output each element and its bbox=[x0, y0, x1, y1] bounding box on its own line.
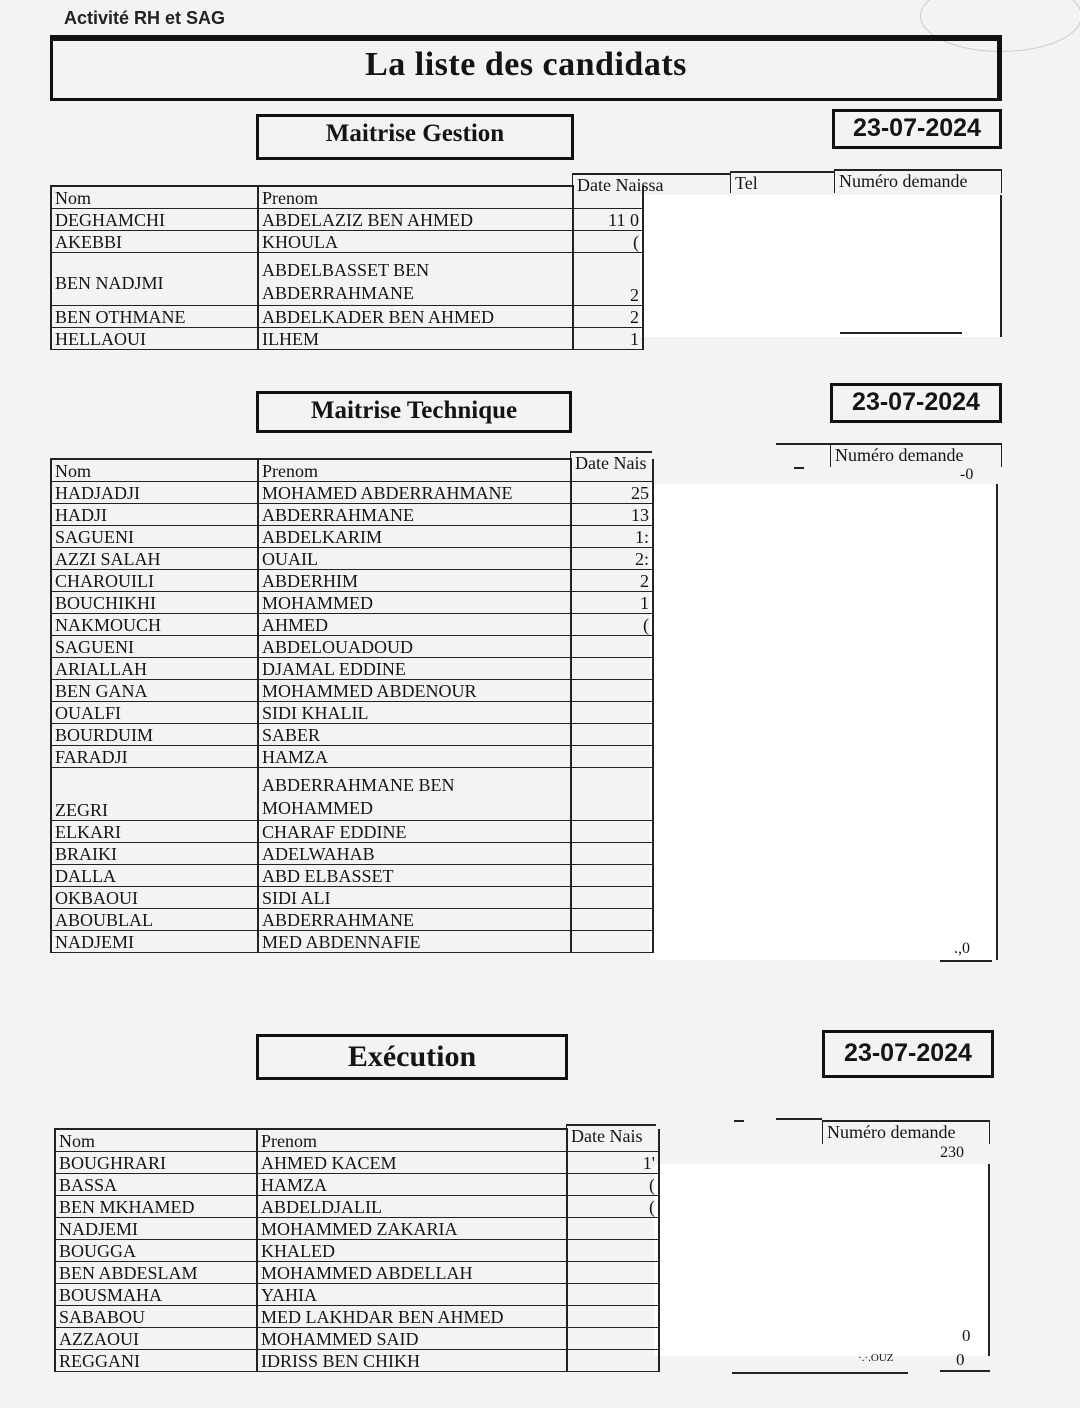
table-row bbox=[51, 570, 653, 592]
cell-nom: ELKARI bbox=[51, 821, 258, 843]
col-header-numero: Numéro demande bbox=[834, 169, 1002, 193]
rule-line bbox=[776, 443, 830, 445]
cell-nom: DEGHAMCHI bbox=[51, 209, 258, 231]
table-row bbox=[51, 504, 653, 526]
cell-date bbox=[571, 821, 653, 843]
table-row bbox=[55, 1328, 659, 1350]
cell-nom: BOUGGA bbox=[55, 1240, 257, 1262]
redacted-area bbox=[654, 1164, 990, 1356]
cell-nom: BEN OTHMANE bbox=[51, 306, 258, 328]
col-header-tel: Tel bbox=[730, 171, 834, 193]
cell-date bbox=[571, 909, 653, 931]
cell-prenom: AHMED KACEM bbox=[257, 1152, 567, 1174]
cell-prenom: MOHAMMED ZAKARIA bbox=[257, 1218, 567, 1240]
cell-date bbox=[571, 724, 653, 746]
rule-line bbox=[840, 332, 962, 334]
table-row bbox=[55, 1284, 659, 1306]
rule-line bbox=[732, 1372, 908, 1374]
table-row bbox=[51, 636, 653, 658]
header-nom: Nom bbox=[51, 186, 258, 209]
cell-nom: SABABOU bbox=[55, 1306, 257, 1328]
cell-prenom: ABDERRAHMANE BEN MOHAMMED bbox=[258, 768, 571, 821]
cell-nom: FARADJI bbox=[51, 746, 258, 768]
rule-line bbox=[734, 1120, 744, 1122]
table-technique bbox=[50, 458, 654, 953]
cell-prenom: ABD ELBASSET bbox=[258, 865, 571, 887]
table-row bbox=[51, 548, 653, 570]
table-row bbox=[51, 865, 653, 887]
cell-prenom: MED LAKHDAR BEN AHMED bbox=[257, 1306, 567, 1328]
cell-date: 1: bbox=[571, 526, 653, 548]
table-row bbox=[55, 1129, 659, 1152]
cell-prenom: MOHAMMED SAID bbox=[257, 1328, 567, 1350]
cell-prenom: ABDELKARIM bbox=[258, 526, 571, 548]
cell-prenom: MOHAMMED bbox=[258, 592, 571, 614]
col-header-numero: Numéro demande bbox=[830, 443, 1002, 467]
cell-date: ( bbox=[573, 231, 643, 253]
cell-nom: OUALFI bbox=[51, 702, 258, 724]
cell-date: 1 bbox=[571, 592, 653, 614]
table-row bbox=[55, 1152, 659, 1174]
section-title-execution: Exécution bbox=[256, 1034, 568, 1080]
table-row bbox=[51, 909, 653, 931]
numero-fragment: 0 bbox=[956, 1350, 965, 1369]
cell-date: 13 bbox=[571, 504, 653, 526]
cell-prenom: MOHAMMED ABDENOUR bbox=[258, 680, 571, 702]
cell-nom: CHAROUILI bbox=[51, 570, 258, 592]
cell-prenom: ABDELOUADOUD bbox=[258, 636, 571, 658]
cell-prenom: MOHAMED ABDERRAHMANE bbox=[258, 482, 571, 504]
table-row bbox=[55, 1174, 659, 1196]
cell-nom: BOUCHIKHI bbox=[51, 592, 258, 614]
cell-nom: BEN MKHAMED bbox=[55, 1196, 257, 1218]
section-title-technique: Maitrise Technique bbox=[256, 391, 572, 433]
table-row bbox=[51, 702, 653, 724]
cell-date: 2: bbox=[571, 548, 653, 570]
cell-date bbox=[571, 746, 653, 768]
cell-nom: NADJEMI bbox=[55, 1218, 257, 1240]
cell-date bbox=[571, 658, 653, 680]
section-date-gestion: 23-07-2024 bbox=[832, 109, 1002, 149]
table-row bbox=[51, 209, 643, 231]
rule-line bbox=[940, 960, 992, 962]
cell-nom: AZZI SALAH bbox=[51, 548, 258, 570]
header-nom: Nom bbox=[51, 459, 258, 482]
activity-label: Activité RH et SAG bbox=[64, 8, 226, 28]
cell-prenom: KHOULA bbox=[258, 231, 573, 253]
numero-fragment: 0 bbox=[962, 1326, 971, 1345]
numero-fragment: 230 bbox=[940, 1144, 964, 1161]
table-row bbox=[55, 1196, 659, 1218]
cell-prenom: SIDI ALI bbox=[258, 887, 571, 909]
cell-prenom: YAHIA bbox=[257, 1284, 567, 1306]
table-row bbox=[55, 1306, 659, 1328]
table-row bbox=[51, 843, 653, 865]
cell-date bbox=[571, 931, 653, 953]
cell-nom: SAGUENI bbox=[51, 636, 258, 658]
cell-date bbox=[567, 1328, 659, 1350]
table-row bbox=[51, 680, 653, 702]
table-row bbox=[51, 482, 653, 504]
cell-date: 2 bbox=[573, 306, 643, 328]
cell-date bbox=[571, 636, 653, 658]
rule-line bbox=[776, 1118, 822, 1120]
page-title: La liste des candidats bbox=[365, 46, 687, 83]
rule-line bbox=[794, 467, 804, 469]
section-title-gestion: Maitrise Gestion bbox=[256, 114, 574, 160]
table-row bbox=[51, 887, 653, 909]
header-prenom: Prenom bbox=[258, 186, 573, 209]
numero-fragment: .,0 bbox=[954, 940, 970, 957]
cell-prenom: ABDERRAHMANE bbox=[258, 909, 571, 931]
cell-date: 2 bbox=[573, 253, 643, 306]
table-row bbox=[51, 186, 643, 209]
cell-prenom: CHARAF EDDINE bbox=[258, 821, 571, 843]
cell-nom: AKEBBI bbox=[51, 231, 258, 253]
table-row bbox=[51, 821, 653, 843]
cell-date: 1' bbox=[567, 1152, 659, 1174]
cell-date bbox=[567, 1218, 659, 1240]
cell-prenom: ADELWAHAB bbox=[258, 843, 571, 865]
header-nom: Nom bbox=[55, 1129, 257, 1152]
cell-date bbox=[567, 1240, 659, 1262]
header-prenom: Prenom bbox=[258, 459, 571, 482]
cell-date bbox=[571, 865, 653, 887]
col-header-date: Date Nais bbox=[566, 1124, 656, 1146]
cell-nom: ABOUBLAL bbox=[51, 909, 258, 931]
cell-prenom: ILHEM bbox=[258, 328, 573, 350]
cell-nom: BASSA bbox=[55, 1174, 257, 1196]
cell-prenom: KHALED bbox=[257, 1240, 567, 1262]
col-header-date: Date Nais bbox=[570, 451, 652, 473]
table-row bbox=[51, 592, 653, 614]
header-prenom: Prenom bbox=[257, 1129, 567, 1152]
rule-line bbox=[940, 1370, 990, 1372]
cell-prenom: HAMZA bbox=[257, 1174, 567, 1196]
cell-nom: ARIALLAH bbox=[51, 658, 258, 680]
table-row bbox=[55, 1350, 659, 1372]
cell-prenom: IDRISS BEN CHIKH bbox=[257, 1350, 567, 1372]
table-row bbox=[51, 768, 653, 821]
numero-fragment: ·.·.OUZ bbox=[858, 1352, 894, 1364]
cell-date: 11 0 bbox=[573, 209, 643, 231]
table-row bbox=[55, 1262, 659, 1284]
cell-nom: OKBAOUI bbox=[51, 887, 258, 909]
cell-prenom: SABER bbox=[258, 724, 571, 746]
title-box bbox=[50, 35, 1002, 101]
cell-date bbox=[571, 768, 653, 821]
cell-prenom: ABDELBASSET BEN ABDERRAHMANE bbox=[258, 253, 573, 306]
section-date-technique: 23-07-2024 bbox=[830, 383, 1002, 423]
cell-nom: BOUGHRARI bbox=[55, 1152, 257, 1174]
table-row bbox=[51, 328, 643, 350]
cell-nom: BEN NADJMI bbox=[51, 253, 258, 306]
cell-prenom: DJAMAL EDDINE bbox=[258, 658, 571, 680]
col-header-date: Date Naissa bbox=[572, 173, 730, 195]
cell-date: 25 bbox=[571, 482, 653, 504]
cell-nom: ZEGRI bbox=[51, 768, 258, 821]
table-row bbox=[51, 253, 643, 306]
cell-date bbox=[571, 843, 653, 865]
redacted-area bbox=[640, 195, 1002, 337]
cell-nom: REGGANI bbox=[55, 1350, 257, 1372]
cell-nom: BEN ABDESLAM bbox=[55, 1262, 257, 1284]
table-row bbox=[51, 306, 643, 328]
table-row bbox=[55, 1218, 659, 1240]
cell-date bbox=[567, 1284, 659, 1306]
cell-date bbox=[571, 702, 653, 724]
cell-prenom: ABDELAZIZ BEN AHMED bbox=[258, 209, 573, 231]
cell-date bbox=[571, 887, 653, 909]
cell-nom: BEN GANA bbox=[51, 680, 258, 702]
table-row bbox=[51, 526, 653, 548]
table-row bbox=[51, 746, 653, 768]
table-row bbox=[51, 658, 653, 680]
cell-prenom: MOHAMMED ABDELLAH bbox=[257, 1262, 567, 1284]
cell-date: ( bbox=[567, 1196, 659, 1218]
cell-date bbox=[567, 1262, 659, 1284]
table-execution bbox=[54, 1128, 660, 1372]
section-date-execution: 23-07-2024 bbox=[822, 1030, 994, 1078]
cell-date bbox=[571, 680, 653, 702]
table-gestion bbox=[50, 185, 644, 350]
cell-prenom: HAMZA bbox=[258, 746, 571, 768]
cell-prenom: OUAIL bbox=[258, 548, 571, 570]
cell-nom: BOURDUIM bbox=[51, 724, 258, 746]
cell-prenom: ABDERRAHMANE bbox=[258, 504, 571, 526]
cell-nom: HADJADJI bbox=[51, 482, 258, 504]
redacted-area bbox=[650, 484, 998, 960]
cell-prenom: SIDI KHALIL bbox=[258, 702, 571, 724]
cell-nom: HELLAOUI bbox=[51, 328, 258, 350]
cell-date: 1 bbox=[573, 328, 643, 350]
cell-nom: BOUSMAHA bbox=[55, 1284, 257, 1306]
cell-nom: SAGUENI bbox=[51, 526, 258, 548]
cell-date bbox=[567, 1306, 659, 1328]
table-row bbox=[55, 1240, 659, 1262]
table-row bbox=[51, 724, 653, 746]
cell-prenom: MED ABDENNAFIE bbox=[258, 931, 571, 953]
cell-nom: HADJI bbox=[51, 504, 258, 526]
table-row bbox=[51, 931, 653, 953]
table-row bbox=[51, 231, 643, 253]
table-row bbox=[51, 614, 653, 636]
cell-nom: NADJEMI bbox=[51, 931, 258, 953]
cell-date bbox=[567, 1350, 659, 1372]
cell-prenom: ABDELDJALIL bbox=[257, 1196, 567, 1218]
cell-date: ( bbox=[567, 1174, 659, 1196]
cell-date: 2 bbox=[571, 570, 653, 592]
cell-prenom: ABDERHIM bbox=[258, 570, 571, 592]
cell-nom: DALLA bbox=[51, 865, 258, 887]
col-header-numero: Numéro demande bbox=[822, 1120, 990, 1144]
cell-nom: AZZAOUI bbox=[55, 1328, 257, 1350]
table-row bbox=[51, 459, 653, 482]
numero-fragment: -0 bbox=[960, 466, 974, 483]
cell-nom: BRAIKI bbox=[51, 843, 258, 865]
cell-date: ( bbox=[571, 614, 653, 636]
cell-nom: NAKMOUCH bbox=[51, 614, 258, 636]
cell-prenom: AHMED bbox=[258, 614, 571, 636]
cell-prenom: ABDELKADER BEN AHMED bbox=[258, 306, 573, 328]
